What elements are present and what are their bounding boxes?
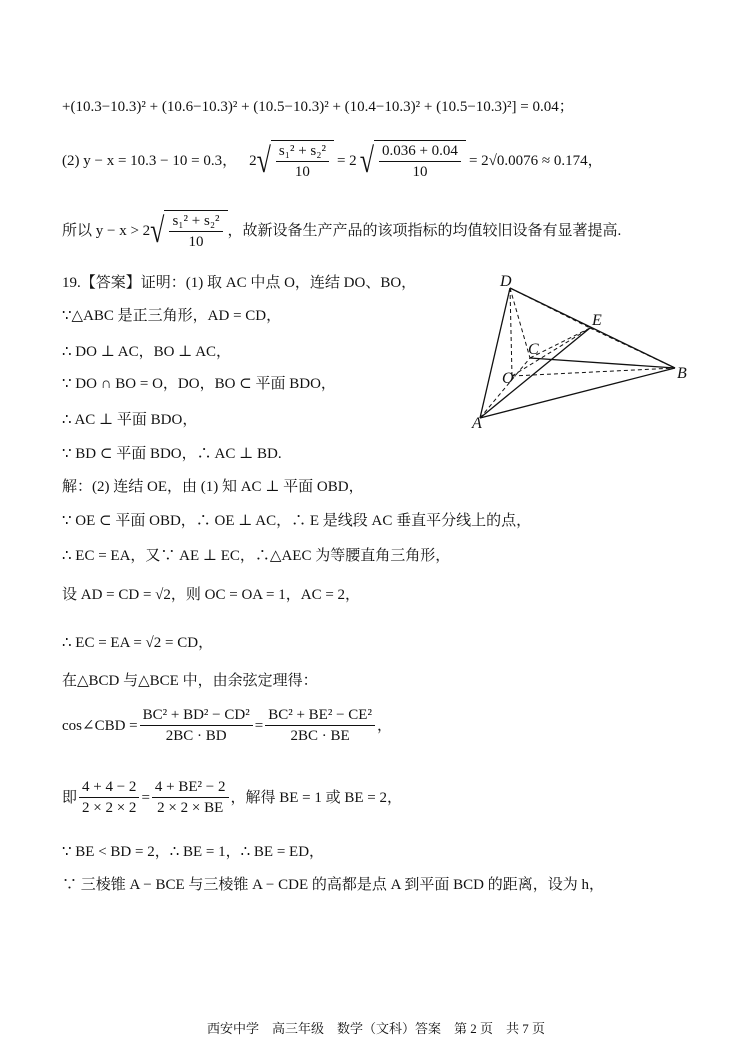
- sqrt-expression-1: √ $\frac{\text{s₁² + s₂²}}{10}$: [257, 140, 334, 181]
- solution-step-7: ∵ 三棱锥 A − BCE 与三棱锥 A − CDE 的高都是点 A 到平面 BCD 的距离，设为 h，: [62, 877, 604, 893]
- solution-step-2: ∴ EC = EA，又∵ AE ⊥ EC，∴△AEC 为等腰直角三角形，: [62, 548, 451, 564]
- equation-denominator-2: 2 × 2 × BE: [157, 800, 224, 816]
- edge-DA: [480, 288, 510, 418]
- sqrt-expression-3: √ $\frac{\text{s₁² + s₂²}}{10}$: [150, 210, 227, 251]
- proof-step-5: ∵ BD ⊂ 平面 BDO，∴ AC ⊥ BD.: [62, 446, 282, 462]
- denominator-10: 10: [294, 164, 310, 180]
- numeric-numerator: 0.036 + 0.04: [379, 142, 461, 162]
- label-A: A: [472, 415, 482, 432]
- proof-step-2: ∴ DO ⊥ AC，BO ⊥ AC，: [62, 344, 232, 360]
- equation-numerator-1: 4 + 4 − 2: [79, 778, 139, 798]
- approx-result: = 2√0.0076 ≈ 0.174，: [468, 152, 603, 169]
- label-D: D: [500, 273, 512, 290]
- equation-numerator-2: 4 + BE² − 2: [152, 778, 229, 798]
- label-O: O: [502, 370, 514, 387]
- page-footer: 西安中学 高三年级 数学（文科）答案 第 2 页 共 7 页: [206, 1021, 545, 1036]
- edge-DC: [510, 288, 530, 358]
- solve-result: ，解得 BE = 1 或 BE = 2，: [230, 789, 403, 806]
- cosine-numerator-1: BC² + BD² − CD²: [140, 706, 253, 726]
- conclusion-line: [62, 210, 621, 251]
- variance-sum-numerator: s₁² + s₂²: [276, 142, 329, 162]
- proof-step-1: ∵△ABC 是正三角形，AD = CD，: [62, 308, 282, 324]
- edge-CE: [530, 328, 590, 358]
- solution-step-3: 设 AD = CD = √2，则 OC = OA = 1，AC = 2，: [62, 587, 361, 603]
- solution-step-1: ∵ OE ⊂ 平面 OBD，∴ OE ⊥ AC，∴ E 是线段 AC 垂直平分线上的点，: [62, 513, 532, 529]
- tetrahedron-figure: [470, 268, 710, 438]
- label-C: C: [528, 341, 539, 358]
- solution-part-2: 解：(2) 连结 OE，由 (1) 知 AC ⊥ 平面 OBD，: [62, 479, 364, 495]
- label-B: B: [677, 365, 687, 382]
- solution-step-6: ∵ BE < BD = 2，∴ BE = 1，∴ BE = ED，: [62, 844, 325, 860]
- edge-DO: [510, 288, 512, 376]
- cosine-law-line: cos∠CBD = $\frac{\text{BC² + BD² − CD²}}{2BC \cdot BD}$ = $\frac{\text{BC² + BE² − CE²}}{2BC \cdot BE}$ ，: [62, 707, 392, 744]
- conclusion-lead: 所以 y − x > 2: [62, 222, 151, 239]
- mean-diff-text: (2) y − x = 10.3 − 10 = 0.3，: [62, 152, 238, 169]
- cosine-denominator-2: 2BC · BE: [290, 728, 350, 744]
- equation-denominator-1: 2 × 2 × 2: [82, 800, 137, 816]
- solution-step-5: 在△BCD 与△BCE 中，由余弦定理得：: [62, 673, 318, 689]
- cosine-numerator-2: BC² + BE² − CE²: [265, 706, 375, 726]
- label-E: E: [592, 312, 602, 329]
- proof-step-4: ∴ AC ⊥ 平面 BDO，: [62, 412, 198, 428]
- equation-solve-line: 即 $\frac{4 + 4 - 2}{2 \times 2 \times 2}$ = $\frac{\text{4 + BE² − 2}}{2 \times 2 \times BE}$ ，解得 BE = 1 或 BE = 2，: [62, 779, 403, 816]
- sqrt-expression-2: √ $\frac{0.036 + 0.04}{10}$: [360, 140, 466, 181]
- cosine-denominator-1: 2BC · BD: [165, 728, 227, 744]
- conclusion-text: ，故新设备生产产品的该项指标的均值较旧设备有显著提高.: [227, 222, 622, 239]
- ji-label: 即: [62, 789, 78, 806]
- edge-CB: [530, 358, 675, 368]
- variance-calc-line: +(10.3−10.3)² + (10.6−10.3)² + (10.5−10.3)² + (10.4−10.3)² + (10.5−10.3)²] = 0.04；: [62, 99, 574, 115]
- mean-difference-line: (2) y − x = 10.3 − 10 = 0.3， 2 √ $\frac{\text{s₁² + s₂²}}{10}$ = 2 √ $\frac{0.036 + 0.04}{10}$ = 2√0.0076 ≈ 0.174，: [62, 140, 603, 180]
- solution-step-4: ∴ EC = EA = √2 = CD，: [62, 635, 214, 651]
- proof-step-3: ∵ DO ∩ BO = O，DO，BO ⊂ 平面 BDO，: [62, 376, 336, 392]
- cos-label: cos∠CBD =: [62, 717, 138, 734]
- answer-19-heading: 19.【答案】证明：(1) 取 AC 中点 O，连结 DO、BO，: [62, 275, 417, 291]
